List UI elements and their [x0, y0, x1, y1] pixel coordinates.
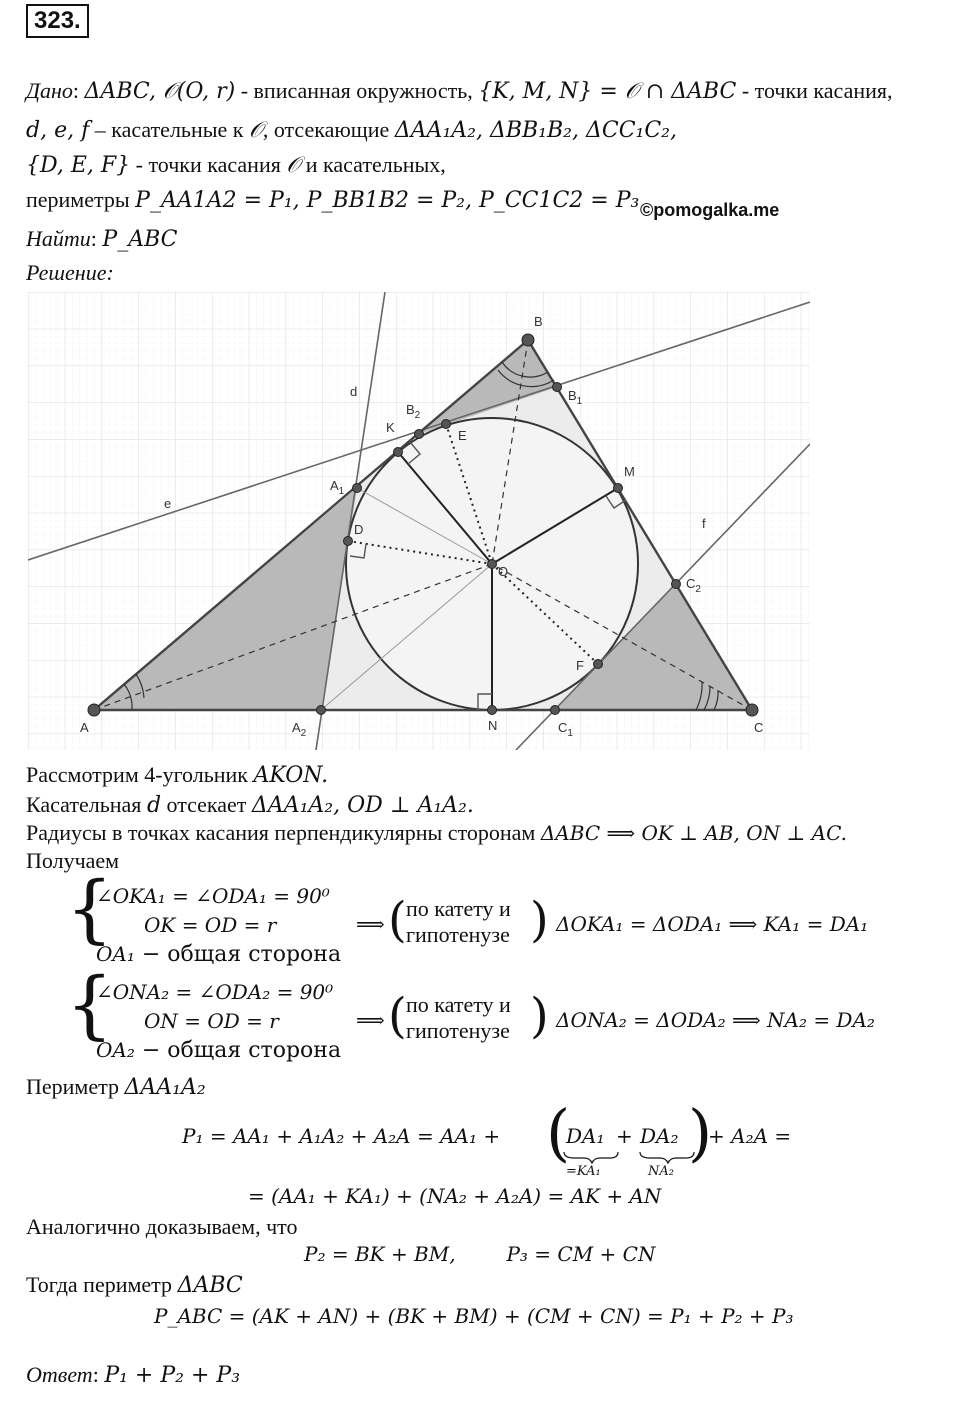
given-tangents: d, e, f — [26, 118, 90, 143]
sys2-reason-2: гипотенузе — [406, 1018, 510, 1043]
sys2-paren-right: ) — [530, 988, 549, 1044]
sys2-l3-text: − общая сторона — [134, 1038, 342, 1063]
sys1-reason-2: гипотенузе — [406, 922, 510, 947]
label-e: E — [458, 428, 467, 443]
analog-text: Аналогично доказываем, что — [26, 1214, 298, 1239]
label-b: B — [534, 314, 543, 329]
label-k: K — [386, 420, 395, 435]
sys1-line-1: ∠OKA₁ = ∠ODA₁ = 90⁰ — [96, 884, 330, 908]
s3-text: Радиусы в точках касания перпендикулярны сторонам — [26, 820, 541, 845]
s1-math: AKON. — [253, 763, 329, 788]
underbrace-1 — [564, 1152, 618, 1163]
point-m — [614, 484, 623, 493]
given-line-3 — [26, 152, 446, 178]
given-perimeters: P_AA1A2 = P₁, P_BB1B2 = P₂, P_CC1C2 = P₃ — [135, 188, 640, 213]
underbraces — [562, 1150, 702, 1164]
point-a1 — [353, 484, 362, 493]
sys2-result: ΔONA₂ = ΔODA₂ ⟹ NA₂ = DA₂ — [556, 1008, 875, 1032]
brace-1: { — [66, 866, 114, 952]
geometry-figure — [28, 292, 810, 750]
s3-math: ΔABC ⟹ OK ⊥ AB, ON ⊥ AC. — [540, 821, 848, 845]
answer-line: Ответ: P₁ + P₂ + P₃ — [26, 1362, 241, 1388]
sys1-result: ΔOKA₁ = ΔODA₁ ⟹ KA₁ = DA₁ — [556, 912, 869, 936]
given-circle-2: 𝒪 — [286, 153, 301, 178]
label-c2: $C_2$ — [686, 576, 701, 595]
point-b2 — [415, 430, 424, 439]
eq1-paren-left: ( — [546, 1096, 571, 1169]
sys2-line-3 — [96, 1038, 341, 1063]
sys1-l3-math: OA₁ — [96, 942, 135, 966]
sys2-l3-math: OA₂ — [96, 1038, 135, 1062]
label-line-f: f — [702, 516, 706, 531]
s2-math: d — [146, 793, 162, 818]
label-d: D — [354, 522, 364, 537]
find-line: Найти: P_ABC — [26, 226, 178, 252]
sys2-reason-1: по катету и — [406, 992, 511, 1017]
find-label: Найти — [26, 226, 91, 251]
sys2-line-2: ON = OD = r — [144, 1009, 279, 1033]
solution-line-4: Получаем — [26, 848, 120, 873]
label-line-e: e — [164, 496, 172, 511]
eq1-under-1: =KA₁ — [566, 1164, 601, 1179]
given-def: {D, E, F} — [26, 153, 131, 178]
perimeter-math: ΔAA₁A₂ — [124, 1075, 206, 1100]
label-f: F — [576, 658, 584, 673]
given-text-6: и касательных, — [300, 152, 446, 177]
sys1-reason-1: по катету и — [406, 896, 511, 921]
label-a: A — [80, 720, 89, 735]
point-b — [522, 334, 534, 346]
point-a2 — [317, 706, 326, 715]
answer-label: Ответ — [26, 1362, 93, 1387]
eq1-under-2: NA₂ — [648, 1164, 674, 1179]
point-c — [746, 704, 758, 716]
label-c: C — [754, 720, 764, 735]
label-a2: $A_2$ — [292, 720, 307, 739]
sys2-line-1: ∠ONA₂ = ∠ODA₂ = 90⁰ — [96, 980, 334, 1004]
eq1-left: P₁ = AA₁ + A₁A₂ + A₂A = AA₁ + — [182, 1124, 501, 1148]
sys1-paren-right: ) — [530, 892, 549, 948]
eq3: P₂ = BK + BM, P₃ = CM + CN — [304, 1242, 656, 1266]
given-points: {K, M, N} = 𝒪 ∩ ΔABC — [478, 79, 737, 104]
point-o — [488, 560, 497, 569]
given-text-2: - точки касания, — [736, 78, 893, 103]
point-c1 — [551, 706, 560, 715]
solution-line-1 — [26, 762, 328, 788]
sys1-arrow: ⟹ — [356, 912, 385, 936]
eq4: P_ABC = (AK + AN) + (BK + BM) + (CM + CN) = P₁ + P₂ + P₃ — [154, 1304, 794, 1328]
perimeter-line — [26, 1074, 206, 1100]
label-a1: $A_1$ — [330, 478, 345, 497]
given-triangle: ΔABC, 𝒪(O, r) — [84, 79, 236, 104]
sys2-arrow: ⟹ — [356, 1008, 385, 1032]
s2-text2: отсекает — [161, 792, 252, 817]
label-b2: $B_2$ — [406, 402, 421, 421]
given-text-4: , отсекающие — [262, 117, 395, 142]
solution-line-3 — [26, 820, 847, 846]
given-line-2 — [26, 117, 677, 143]
point-n — [488, 706, 497, 715]
point-c2 — [672, 580, 681, 589]
given-text-1: - вписанная окружность, — [235, 78, 479, 103]
s1-text: Рассмотрим 4-угольник — [26, 762, 254, 787]
sys1-paren-left: ( — [388, 892, 407, 948]
point-f — [594, 660, 603, 669]
label-m: M — [624, 464, 635, 479]
solution-label: Решение: — [26, 260, 114, 285]
given-label: Дано — [26, 78, 73, 103]
watermark: ©pomogalka.me — [640, 200, 780, 220]
problem-number: 323. — [26, 4, 89, 38]
given-text-3: – касательные к — [89, 117, 249, 142]
eq1-right: + A₂A = — [708, 1124, 792, 1148]
underbrace-2 — [640, 1152, 694, 1163]
eq1-plus: + — [616, 1124, 633, 1148]
eq1-paren-right: ) — [688, 1096, 713, 1169]
point-a — [88, 704, 100, 716]
then-text: Тогда периметр — [26, 1272, 178, 1297]
point-d — [344, 537, 353, 546]
label-line-d: d — [350, 384, 358, 399]
given-line-1: Дано: ΔABC, 𝒪(O, r) - вписанная окружность, {K, M, N} = 𝒪 ∩ ΔABC - точки касания, — [26, 78, 893, 104]
s2-text: Касательная — [26, 792, 147, 817]
brace-2: { — [66, 962, 114, 1048]
point-b1 — [553, 383, 562, 392]
sys1-line-2: OK = OD = r — [144, 913, 277, 937]
answer-value: P₁ + P₂ + P₃ — [104, 1363, 241, 1388]
label-n: N — [488, 718, 498, 733]
label-o: O — [498, 564, 509, 579]
then-math: ΔABC — [177, 1273, 243, 1298]
given-circle: 𝒪 — [248, 118, 263, 143]
sys2-paren-left: ( — [388, 988, 407, 1044]
perimeter-text: Периметр — [26, 1074, 125, 1099]
label-b1: $B_1$ — [568, 388, 583, 407]
eq1-da1: DA₁ — [566, 1124, 605, 1148]
given-line-4 — [26, 187, 639, 213]
point-e — [442, 420, 451, 429]
given-triangles: ΔAA₁A₂, ΔBB₁B₂, ΔCC₁C₂, — [394, 118, 677, 143]
solution-line-2 — [26, 792, 474, 818]
sys1-line-3 — [96, 942, 341, 967]
find-value: P_ABC — [102, 227, 178, 252]
given-text-7: периметры — [26, 187, 136, 212]
eq1-da2: DA₂ — [640, 1124, 679, 1148]
s2-math2: ΔAA₁A₂, OD ⊥ A₁A₂. — [251, 793, 474, 818]
label-c1: $C_1$ — [558, 720, 573, 739]
eq2: = (AA₁ + KA₁) + (NA₂ + A₂A) = AK + AN — [248, 1184, 662, 1208]
then-line — [26, 1272, 243, 1298]
point-k — [394, 448, 403, 457]
sys1-l3-text: − общая сторона — [134, 942, 342, 967]
given-text-5: - точки касания — [130, 152, 287, 177]
